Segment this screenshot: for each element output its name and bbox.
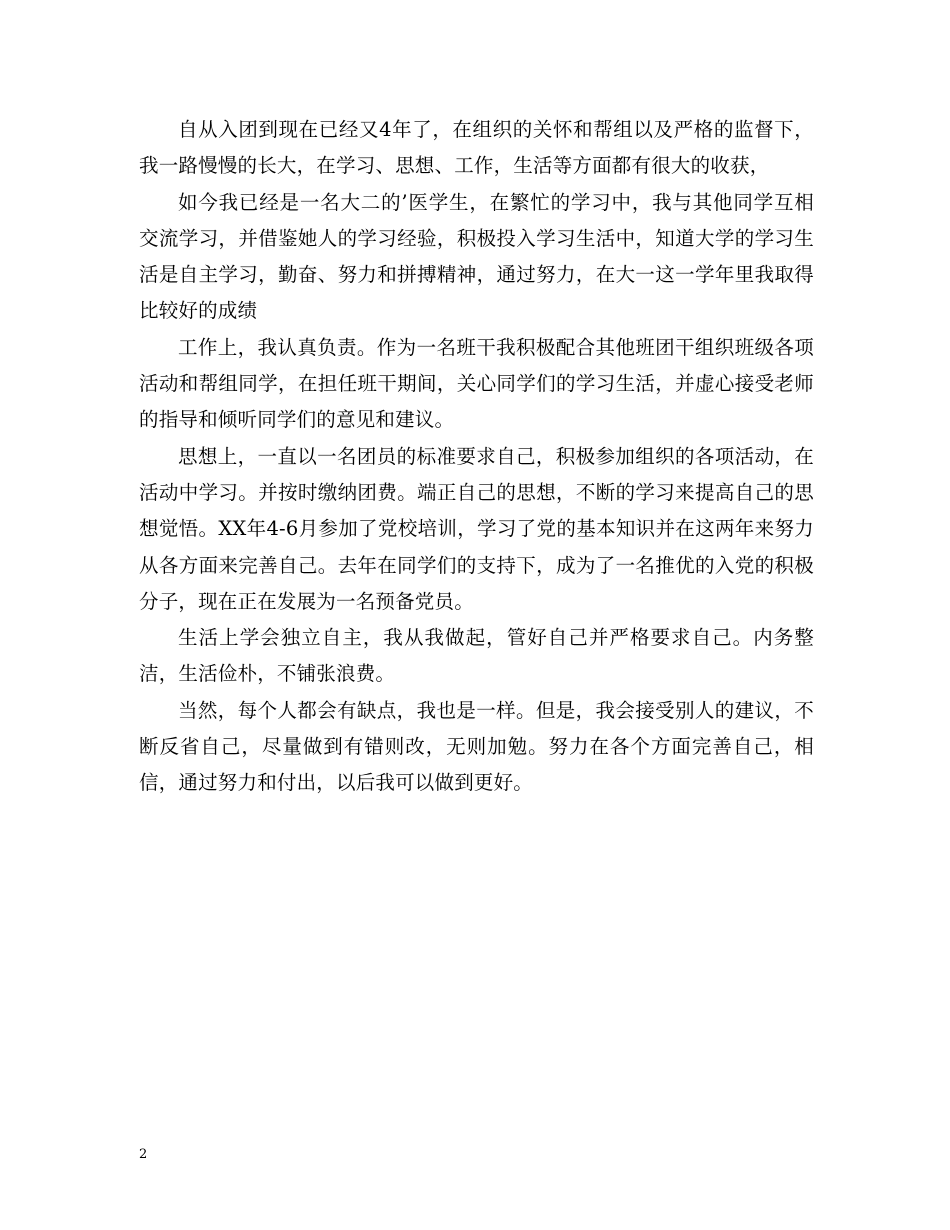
document-body xyxy=(139,112,814,802)
paragraph-1: 自从入团到现在已经又4年了，在组织的关怀和帮组以及严格的监督下，我一路慢慢的长大，在学习、思想、工作，生活等方面都有很大的收获， xyxy=(139,118,814,178)
paragraph-3: 工作上，我认真负责。作为一名班干我积极配合其他班团干组织班级各项活动和帮组同学，在担任班干期间，关心同学们的学习生活，并虚心接受老师的指导和倾听同学们的意见和建议。 xyxy=(139,335,814,432)
page-number: 2 xyxy=(139,1147,148,1162)
paragraph-4: 思想上，一直以一名团员的标准要求自己，积极参加组织的各项活动，在活动中学习。并按时缴纳团费。端正自己的思想，不断的学习来提高自己的思想觉悟。XX年4-6月参加了党校培训，学习了党的基本知识并在这两年来努力从各方面来完善自己。去年在同学们的支持下，成为了一名推优的入党的积极分子，现在正在发展为一名预备党员。 xyxy=(139,444,814,613)
paragraph-5: 生活上学会独立自主，我从我做起，管好自己并严格要求自己。内务整洁，生活俭朴，不铺张浪费。 xyxy=(139,626,814,686)
paragraph-6: 当然，每个人都会有缺点，我也是一样。但是，我会接受别人的建议，不断反省自己，尽量做到有错则改，无则加勉。努力在各个方面完善自己，相信，通过努力和付出，以后我可以做到更好。 xyxy=(139,698,814,795)
paragraph-2: 如今我已经是一名大二的’医学生，在繁忙的学习中，我与其他同学互相交流学习，并借鉴她人的学习经验，积极投入学习生活中，知道大学的学习生活是自主学习，勤奋、努力和拼搏精神，通过努力，在大一这一学年里我取得比较好的成绩 xyxy=(139,190,814,323)
